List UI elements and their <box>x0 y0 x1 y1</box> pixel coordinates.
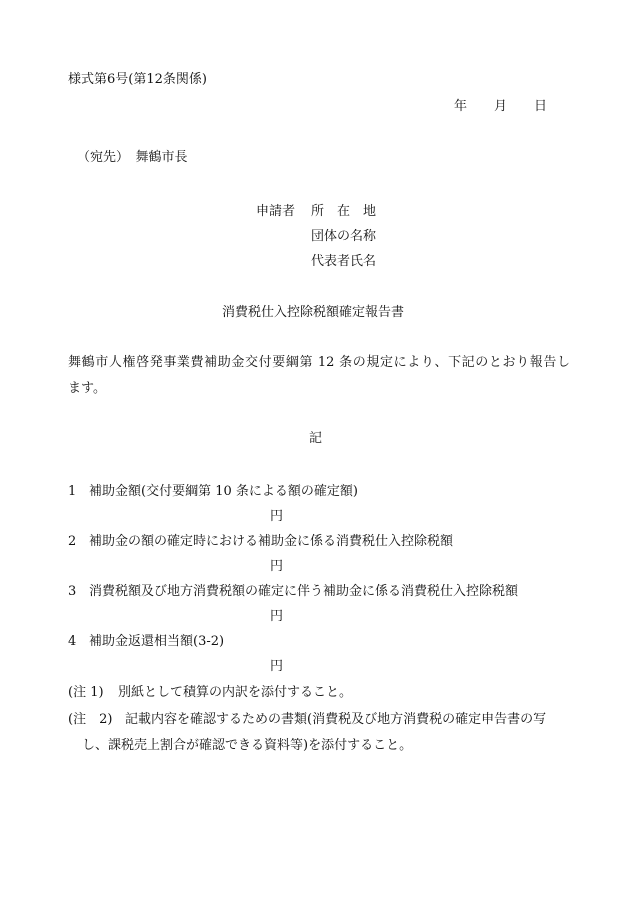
body-text-line-2: ます。 <box>68 381 106 396</box>
applicant-representative-label: 代表者氏名 <box>311 254 377 269</box>
note-label: (注 1) <box>68 685 104 700</box>
document-title: 消費税仕入控除税額確定報告書 <box>222 305 405 320</box>
note-text-line-1: 記載内容を確認するための書類(消費税及び地方消費税の確定申告書の写 <box>125 712 547 727</box>
date-year-label: 年 <box>454 99 468 114</box>
date-month-label: 月 <box>494 99 508 114</box>
form-number: 様式第6号(第12条関係) <box>68 72 207 87</box>
item-number: 1 <box>68 484 77 499</box>
addressee: （宛先） 舞鶴市長 <box>77 150 188 165</box>
item-text: 補助金返還相当額(3-2) <box>89 634 225 649</box>
item-text: 消費税額及び地方消費税額の確定に伴う補助金に係る消費税仕入控除税額 <box>89 584 519 599</box>
note-label: (注 2) <box>68 712 113 727</box>
yen-unit: 円 <box>270 659 284 674</box>
body-text-line-1: 舞鶴市人権啓発事業費補助金交付要綱第 12 条の規定により、下記のとおり報告し <box>68 355 570 370</box>
item-text: 補助金額(交付要綱第 10 条による額の確定額) <box>89 484 358 499</box>
date-day-label: 日 <box>534 99 548 114</box>
yen-unit: 円 <box>270 609 284 624</box>
note-text: 別紙として積算の内訳を添付すること。 <box>118 685 353 700</box>
item-number: 4 <box>68 634 77 649</box>
ki-heading: 記 <box>309 431 323 446</box>
item-text: 補助金の額の確定時における補助金に係る消費税仕入控除税額 <box>89 534 454 549</box>
date-line <box>454 100 547 113</box>
yen-unit: 円 <box>270 559 284 574</box>
yen-unit: 円 <box>270 509 284 524</box>
applicant-label: 申請者 <box>256 204 296 219</box>
applicant-address-label: 所 在 地 <box>311 204 377 219</box>
note-text-line-2: し、課税売上割合が確認できる資料等)を添付すること。 <box>82 738 413 753</box>
item-number: 2 <box>68 534 77 549</box>
item-number: 3 <box>68 584 77 599</box>
applicant-organization-label: 団体の名称 <box>311 229 377 244</box>
